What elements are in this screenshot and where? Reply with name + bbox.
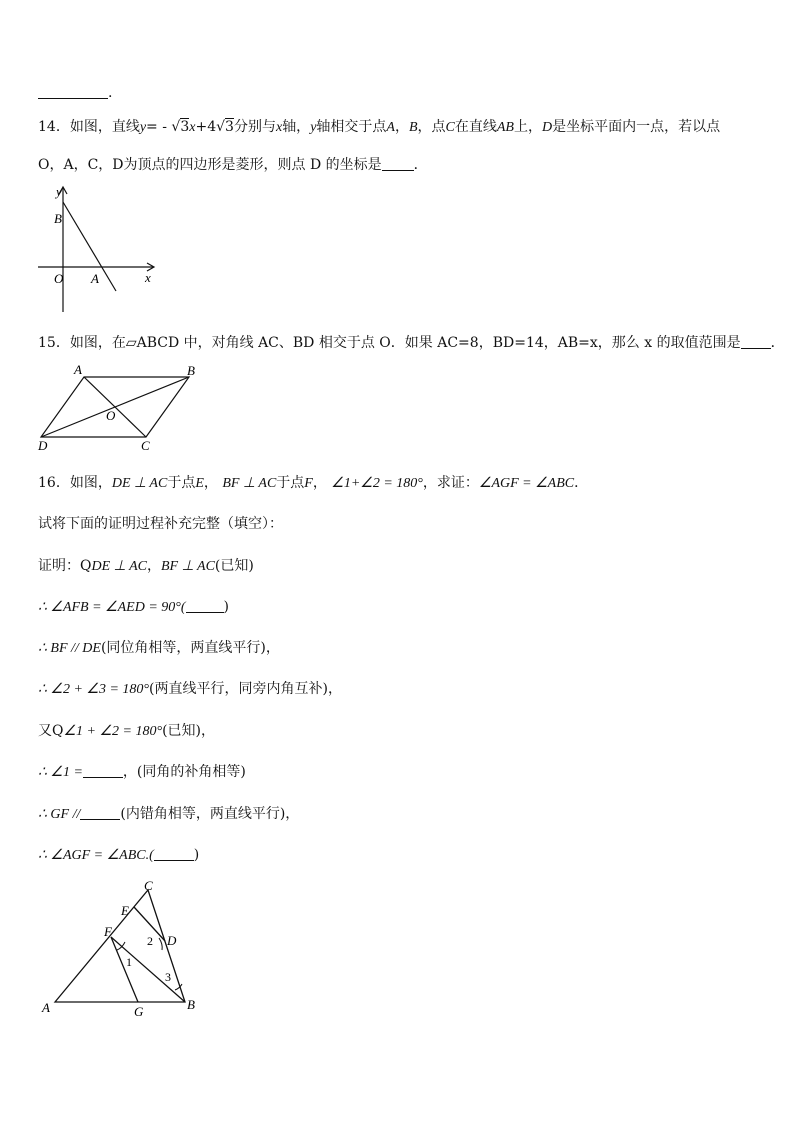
q14-line1 xyxy=(38,118,720,137)
expr-goal: ∠AGF = ∠ABC xyxy=(478,476,575,491)
label-f: F xyxy=(104,924,112,939)
label-b: B xyxy=(187,997,195,1012)
end-period: ． xyxy=(413,157,428,173)
proof-line-7 xyxy=(38,805,299,824)
q14-text: 轴， xyxy=(282,119,311,135)
proof-blank-3[interactable] xyxy=(80,805,120,820)
expr-de-perp-ac: DE ⊥ AC xyxy=(111,476,168,491)
q16-number: 16．如图， xyxy=(38,475,112,491)
proof-line-2 xyxy=(38,598,229,617)
proof-line-3 xyxy=(38,639,280,658)
q16-statement xyxy=(38,474,588,493)
radicand-3: 3 xyxy=(225,119,234,135)
proof-line-1 xyxy=(38,557,254,576)
q14-text: ，点 xyxy=(417,119,446,135)
angle-2-arc xyxy=(159,938,162,950)
label-x: x xyxy=(145,270,151,285)
proof-text: (已知)， xyxy=(162,723,216,739)
radicand-3: 3 xyxy=(180,119,190,135)
q14-text: 是坐标平面内一点，若以点 xyxy=(552,119,721,135)
q15-text: 15．如图，在▱ABCD 中，对角线 AC、BD 相交于点 O．如果 AC=8，BD=14，AB=x，那么 x 的取值范围是 xyxy=(38,335,741,351)
label-b: B xyxy=(187,363,195,378)
eq-equals: = - xyxy=(146,119,167,135)
q16-text: 于点 xyxy=(167,475,196,491)
end-period: ． xyxy=(574,475,589,491)
label-y: y xyxy=(56,184,62,199)
proof-expr: ∴ ∠1 = xyxy=(38,765,83,780)
end-period: . xyxy=(108,85,113,101)
proof-text: (内错角相等，两直线平行)， xyxy=(120,806,300,822)
proof-text: ) xyxy=(223,599,230,615)
proof-line-4 xyxy=(38,680,342,699)
q16-text: ， xyxy=(203,475,218,491)
proof-text: ) xyxy=(193,847,200,863)
q14-text: 在直线 xyxy=(454,119,497,135)
label-a: A xyxy=(42,1000,50,1015)
q14-text: 如图，直线 xyxy=(69,119,140,135)
eq-plus4: +4 xyxy=(195,119,217,135)
proof-text: 证明：Q xyxy=(38,558,92,574)
label-c: C xyxy=(144,878,153,893)
label-angle-3: 3 xyxy=(165,970,171,984)
proof-expr: ∴ ∠AFB = ∠AED = 90°( xyxy=(38,600,186,615)
prev-answer-line xyxy=(38,84,112,102)
label-angle-2: 2 xyxy=(147,934,153,948)
label-c: C xyxy=(141,438,150,453)
q15-figure xyxy=(30,358,210,458)
label-g: G xyxy=(134,1004,144,1019)
point-d: D xyxy=(541,120,553,135)
line-ab: AB xyxy=(496,120,514,135)
label-b: B xyxy=(54,211,62,226)
q15-line xyxy=(38,334,785,352)
segment-fg xyxy=(111,937,138,1002)
q16-text: ，求证： xyxy=(422,475,479,491)
q14-answer-blank[interactable] xyxy=(382,156,414,171)
proof-line-8 xyxy=(38,846,199,865)
expr-bf-perp-ac: BF ⊥ AC xyxy=(222,476,277,491)
label-angle-1: 1 xyxy=(126,955,132,969)
proof-text: (两直线平行，同旁内角互补)， xyxy=(149,681,342,697)
answer-blank[interactable] xyxy=(38,84,108,99)
q14-line2 xyxy=(38,156,428,174)
proof-expr: ∴ BF // DE xyxy=(38,641,101,656)
proof-text: (已知) xyxy=(214,558,254,574)
q14-text: ， xyxy=(394,119,409,135)
end-period: ． xyxy=(770,335,785,351)
label-d: D xyxy=(38,438,48,453)
q14-figure xyxy=(30,180,165,315)
point-f: F xyxy=(304,476,313,491)
line-ab xyxy=(63,202,116,291)
proof-text: (同位角相等，两直线平行)， xyxy=(100,640,280,656)
proof-blank-1[interactable] xyxy=(186,598,224,613)
proof-text: ，(同角的补角相等) xyxy=(122,764,246,780)
proof-expr: BF ⊥ AC xyxy=(160,559,215,574)
label-e: E xyxy=(121,903,129,918)
sqrt-sign: √ xyxy=(216,119,226,135)
eq-x: x xyxy=(189,120,196,135)
q16-text: 于点 xyxy=(276,475,305,491)
label-d: D xyxy=(167,933,177,948)
q14-text: O，A，C，D为顶点的四边形是菱形，则点 D 的坐标是 xyxy=(38,157,382,173)
q15-answer-blank[interactable] xyxy=(741,334,771,349)
proof-expr: ∴ ∠AGF = ∠ABC.( xyxy=(38,848,154,863)
point-b: B xyxy=(408,120,418,135)
proof-line-5 xyxy=(38,722,215,741)
point-a: A xyxy=(386,120,395,135)
proof-expr: ∴ GF // xyxy=(38,807,81,822)
proof-text: ， xyxy=(146,558,161,574)
expr-angle-sum: ∠1+∠2 = 180° xyxy=(331,476,423,491)
var-x: x xyxy=(275,120,283,135)
q14-number: 14． xyxy=(38,119,70,135)
proof-line-6 xyxy=(38,763,246,782)
eq-y: y xyxy=(139,120,147,135)
q16-instruction: 试将下面的证明过程补充完整（填空）： xyxy=(38,516,283,532)
q16-text: ， xyxy=(312,475,327,491)
proof-blank-2[interactable] xyxy=(83,763,123,778)
proof-expr: DE ⊥ AC xyxy=(91,559,147,574)
q14-text: 分别与 xyxy=(233,119,276,135)
label-a: A xyxy=(74,362,82,377)
q14-text: 上， xyxy=(513,119,542,135)
sqrt-sign: √ xyxy=(171,119,181,135)
q16-figure xyxy=(38,878,213,1023)
label-o: O xyxy=(54,271,64,286)
point-e: E xyxy=(195,476,204,491)
proof-blank-4[interactable] xyxy=(154,846,194,861)
label-a: A xyxy=(91,271,99,286)
point-c: C xyxy=(445,120,455,135)
q14-text: 轴相交于点 xyxy=(316,119,387,135)
proof-text: 又Q xyxy=(38,723,64,739)
proof-expr: ∠1 + ∠2 = 180° xyxy=(63,724,163,739)
var-y: y xyxy=(310,120,317,135)
proof-expr: ∴ ∠2 + ∠3 = 180° xyxy=(38,682,150,697)
label-o: O xyxy=(106,408,116,423)
